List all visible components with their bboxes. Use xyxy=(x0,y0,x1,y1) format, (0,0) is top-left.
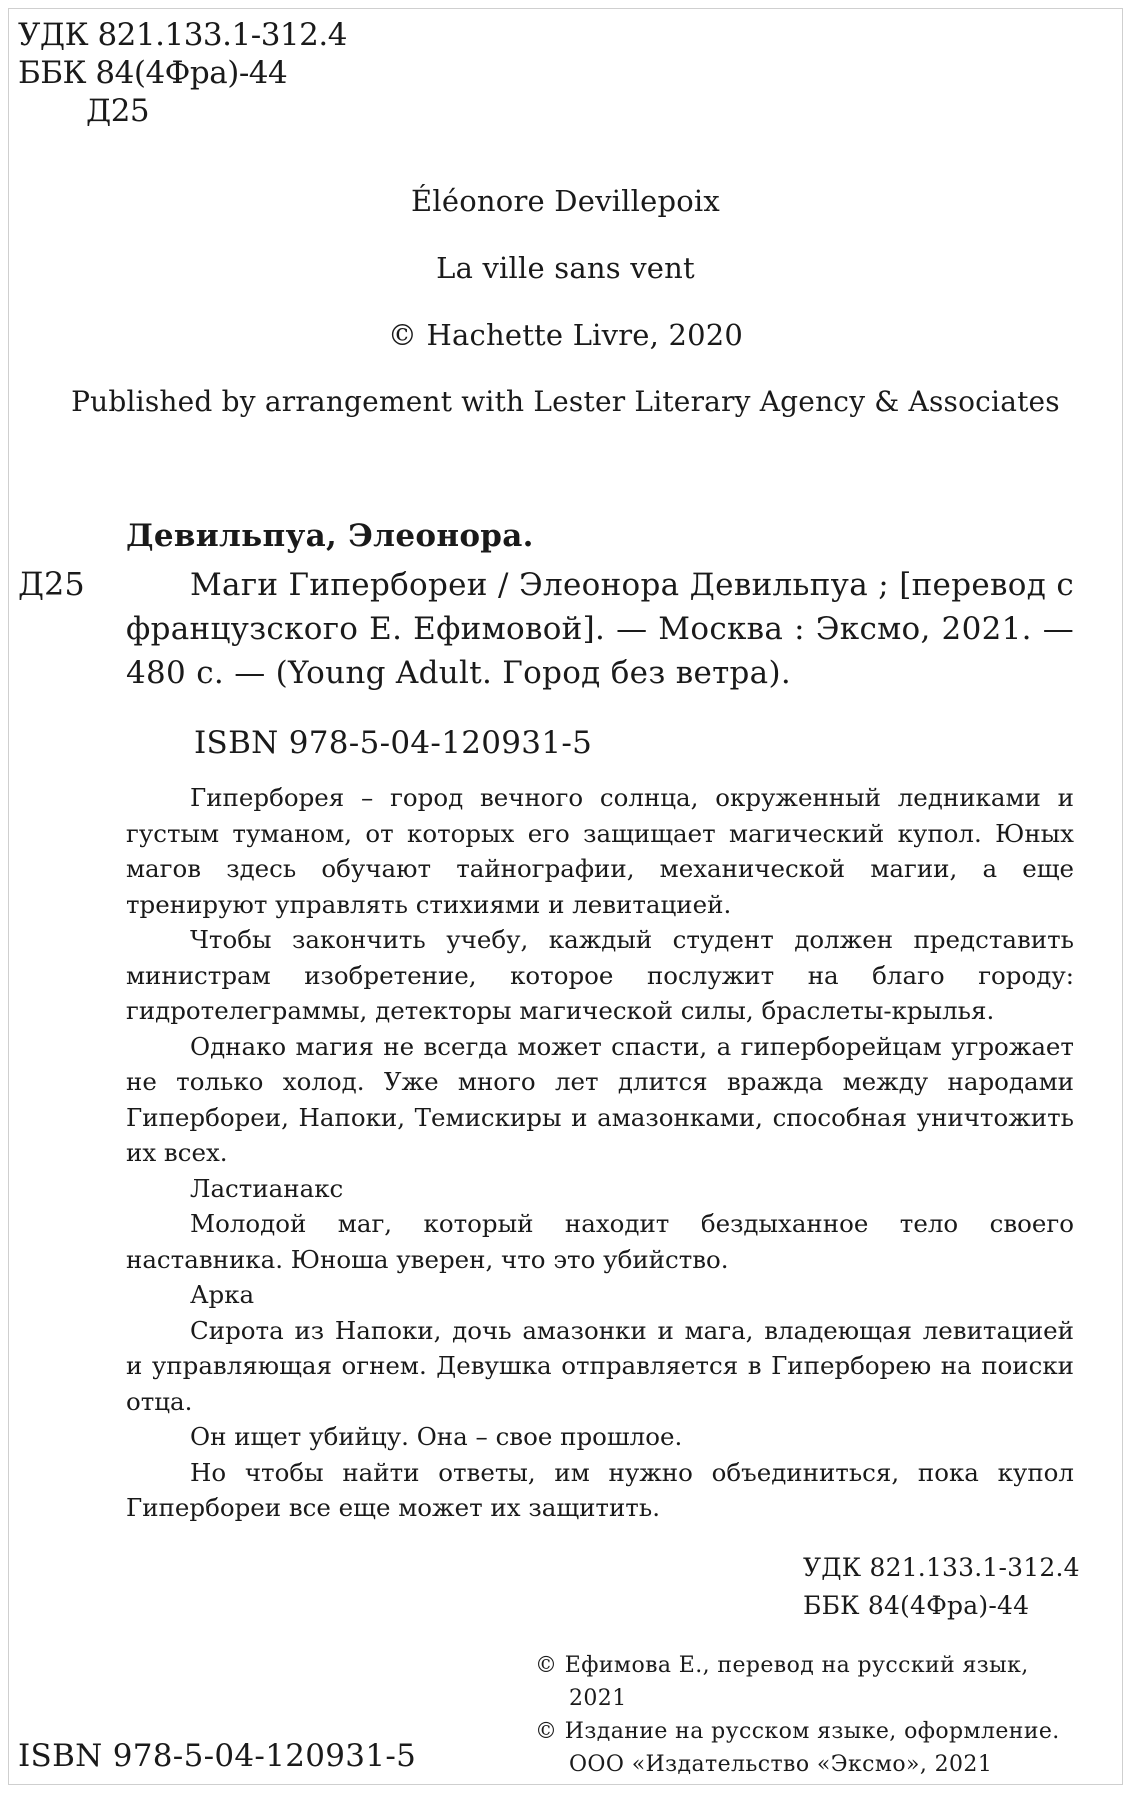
bibliographic-description: Маги Гипербореи / Элеонора Девильпуа ; [перевод с французского Е. Ефимовой]. — Москва : Эксмо, 2021. — 480 с. — (Young Adult. Город без ветра). xyxy=(126,567,1074,691)
original-title: La ville sans vent xyxy=(436,251,695,285)
original-copyright: © Hachette Livre, 2020 xyxy=(387,318,744,352)
translation-copyright: © Ефимова Е., перевод на русский язык, 2021 xyxy=(535,1653,1029,1711)
footer-udk: УДК 821.133.1-312.4 xyxy=(803,1553,1080,1582)
annotation-paragraph: Однако магия не всегда может спасти, а гиперборейцам угрожает не только холод. Уже много лет длится вражда между народами Гипербореи, Напоки, Темискиры и амазонками, способная уничтожить их всех. xyxy=(126,1031,1074,1167)
annotation-paragraph: Молодой маг, который находит бездыханное тело своего наставника. Юноша уверен, что это убийство. xyxy=(126,1209,1074,1274)
annotation-paragraph: Чтобы закончить учебу, каждый студент должен представить министрам изобретение, которое послужит на благо городу: гидротелеграммы, детекторы магической силы, браслеты-крылья. xyxy=(126,925,1074,1025)
original-author: Éléonore Devillepoix xyxy=(411,184,720,218)
annotation-character-name: Арка xyxy=(190,1280,255,1309)
arrangement-note: Published by arrangement with Lester Literary Agency & Associates xyxy=(71,385,1060,418)
annotation-paragraph: Сирота из Напоки, дочь амазонки и мага, владеющая левитацией и управляющая огнем. Девушка отправляется в Гиперборею на поиски отца. xyxy=(126,1315,1074,1416)
author-heading: Девильпуа, Элеонора. xyxy=(126,518,534,554)
author-mark: Д25 xyxy=(18,565,85,603)
header-udk: УДК 821.133.1-312.4 xyxy=(18,17,347,53)
header-bbk: ББК 84(4Фра)-44 xyxy=(18,55,288,91)
annotation xyxy=(126,780,1074,1526)
copyright-block xyxy=(535,1649,1075,1781)
annotation-paragraph: Гиперборея – город вечного солнца, окруженный ледниками и густым туманом, от которых его защищает магический купол. Юных магов здесь обучают тайнографии, механической магии, а еще тренируют управлять стихиями и левитацией. xyxy=(126,783,1074,919)
annotation-paragraph: Но чтобы найти ответы, им нужно объединиться, пока купол Гипербореи все еще может их защитить. xyxy=(126,1457,1074,1522)
edition-copyright: © Издание на русском языке, оформление. ООО «Издательство «Эксмо», 2021 xyxy=(535,1719,1060,1777)
isbn-bottom: ISBN 978-5-04-120931-5 xyxy=(18,1738,417,1774)
annotation-character-name: Ластианакс xyxy=(190,1173,344,1203)
isbn-main: ISBN 978-5-04-120931-5 xyxy=(194,725,593,761)
footer-codes xyxy=(803,1549,1080,1625)
annotation-paragraph: Он ищет убийцу. Она – свое прошлое. xyxy=(190,1422,683,1451)
header-author-mark: Д25 xyxy=(86,93,150,129)
footer-bbk: ББК 84(4Фра)-44 xyxy=(803,1591,1030,1620)
